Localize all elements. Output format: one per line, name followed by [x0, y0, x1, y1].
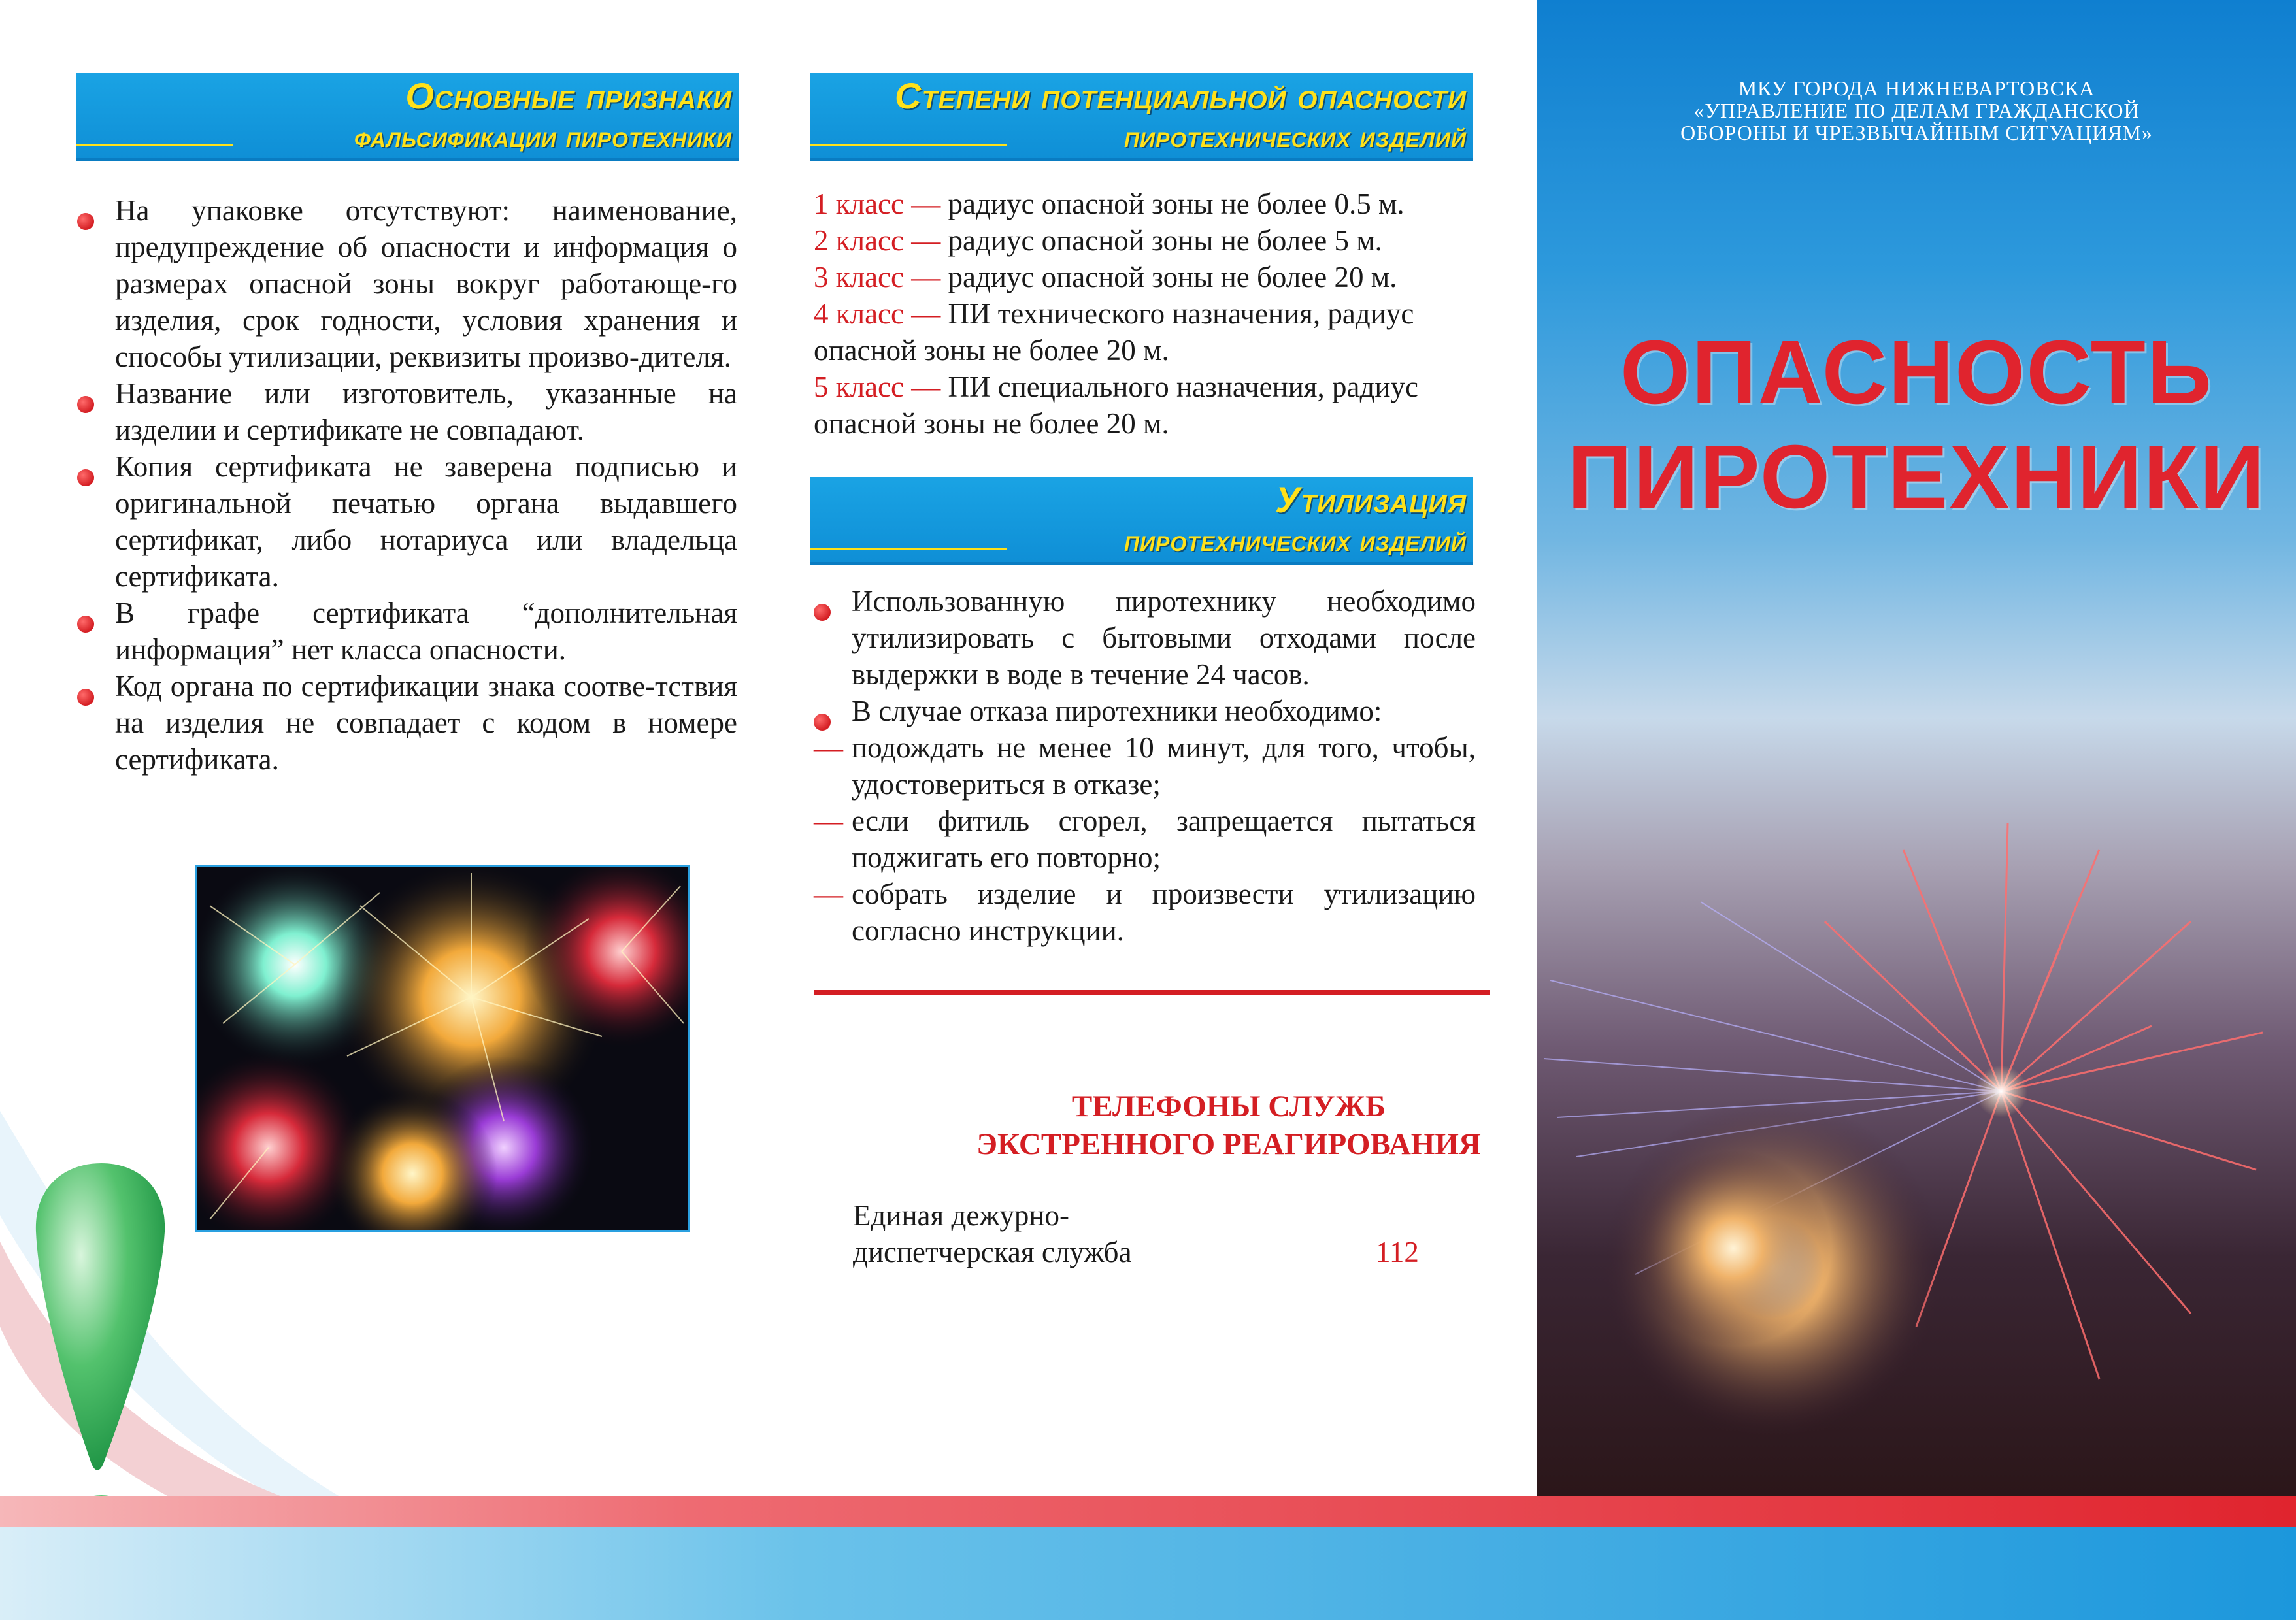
panel2-header-line1: Степени потенциальной опасности	[895, 75, 1467, 116]
phones-title: ТЕЛЕФОНЫ СЛУЖБ ЭКСТРЕННОГО РЕАГИРОВАНИЯ	[976, 1089, 1481, 1161]
cover-title: ОПАСНОСТЬ ПИРОТЕХНИКИ	[1567, 322, 2266, 527]
panel2-header	[810, 73, 1473, 161]
bullet-icon	[77, 396, 94, 413]
list-item: Копия сертификата не заверена подписью и оригинальной печатью органа выдавшего сертификат, либо нотариуса или владельца сертификата.	[77, 448, 737, 595]
panel1-header	[76, 73, 739, 161]
list-item: — собрать изделие и произвести утилизацию согласно инструкции.	[814, 878, 1476, 947]
panel2-header-line2: пиротехнических изделий	[1124, 120, 1467, 154]
service-number: 112	[1376, 1236, 1419, 1268]
list-item: В графе сертификата “дополнительная информация” нет класса опасности.	[77, 595, 737, 668]
service-entry: Единая дежурно- диспетчерская служба	[853, 1199, 1132, 1268]
list-item: На упаковке отсутствуют: наименование, предупреждение об опасности и информация о размерах опасной зоны вокруг работающе-го изделия, срок годности, условия хранения и способы утилизации, реквизиты произво-дителя.	[77, 192, 737, 375]
class-row-5: 5 класс — ПИ специального назначения, радиус опасной зоны не более 20 м.	[814, 371, 1418, 440]
list-item: — если фитиль сгорел, запрещается пытаться поджигать его повторно;	[814, 804, 1476, 874]
list-item: — подождать не менее 10 минут, для того, чтобы, удостовериться в отказе;	[814, 731, 1476, 801]
panel1-header-line1: Основные признаки	[405, 75, 732, 116]
list-item: Использованную пиротехнику необходимо утилизировать с бытовыми отходами после выдержки в воде в течение 24 часов.	[814, 583, 1476, 693]
bullet-icon	[77, 616, 94, 633]
firework-burst-icon	[1537, 752, 2296, 1496]
bottom-stripe-red	[0, 1496, 2296, 1527]
class-row-1: 1 класс — радиус опасной зоны не более 0.5 м.	[814, 188, 1405, 220]
list-item: Код органа по сертификации знака соотве-тствия на изделия не совпадает с кодом в номере сертификата.	[77, 668, 737, 778]
util-header-line2: пиротехнических изделий	[1124, 523, 1467, 557]
class-row-4: 4 класс — ПИ технического назначения, радиус опасной зоны не более 20 м.	[814, 297, 1414, 367]
bullet-icon	[814, 604, 831, 621]
list-item: В случае отказа пиротехники необходимо:	[814, 693, 1476, 729]
panel1-header-line2: фальсификации пиротехники	[354, 120, 732, 154]
util-list	[814, 583, 1476, 949]
bullet-icon	[77, 213, 94, 230]
panel1-list	[77, 192, 737, 778]
bullet-icon	[814, 714, 831, 731]
divider	[814, 990, 1490, 995]
bullet-icon	[77, 469, 94, 486]
bullet-icon	[77, 689, 94, 706]
cover-panel	[1537, 0, 2296, 1496]
bottom-stripe-blue	[0, 1527, 2296, 1620]
list-item: Название или изготовитель, указанные на изделии и сертификате не совпадают.	[77, 375, 737, 448]
util-header	[810, 477, 1473, 565]
danger-classes	[814, 186, 1477, 442]
class-row-3: 3 класс — радиус опасной зоны не более 20 м.	[814, 261, 1397, 293]
util-header-line1: Утилизация	[1275, 479, 1467, 520]
org-name: МКУ ГОРОДА НИЖНЕВАРТОВСКА «УПРАВЛЕНИЕ ПО ДЕЛАМ ГРАЖДАНСКОЙ ОБОРОНЫ И ЧРЕЗВЫЧАЙНЫМ СИТУАЦИЯМ»	[1680, 76, 2153, 144]
class-row-2: 2 класс — радиус опасной зоны не более 5 м.	[814, 224, 1382, 257]
